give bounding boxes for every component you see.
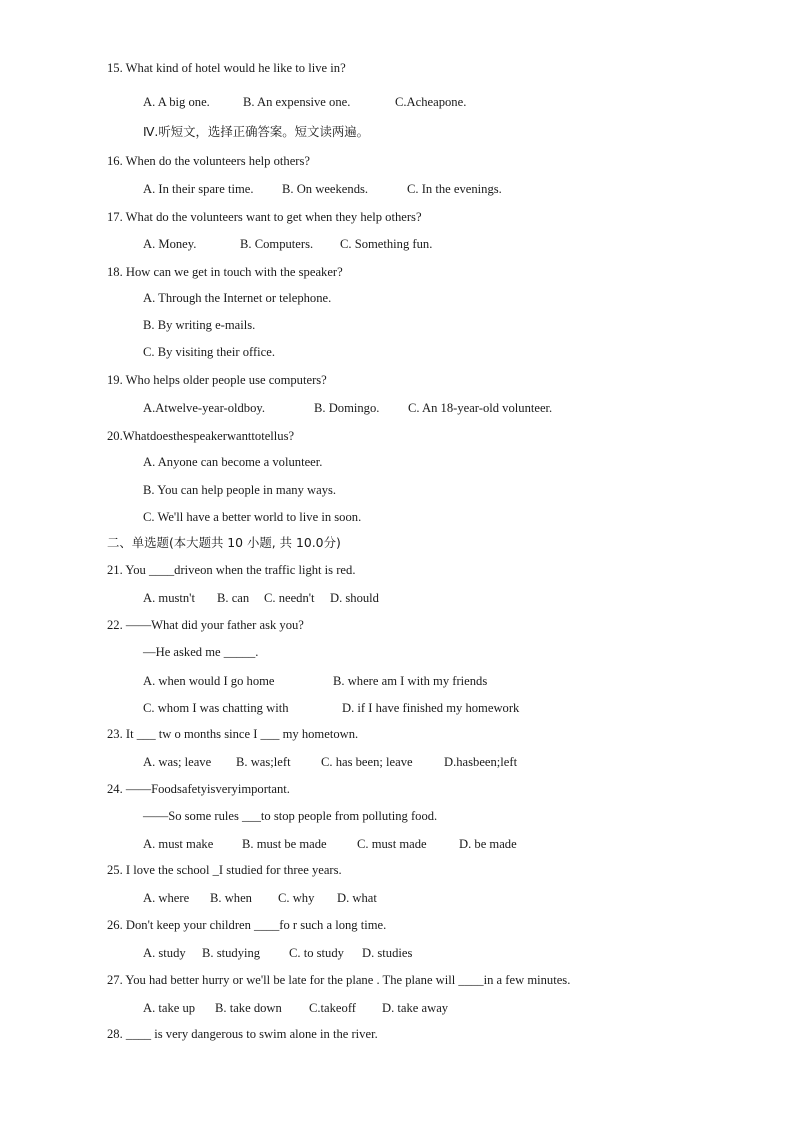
question-18-option-a: A. Through the Internet or telephone.	[143, 291, 332, 305]
question-17-stem: 17. What do the volunteers want to get when they help others?	[107, 210, 422, 224]
option-b: B. when	[210, 891, 252, 905]
question-21-stem: 21. You ____driveon when the traffic light is red.	[107, 563, 356, 577]
option-b: B. can	[217, 591, 250, 605]
option-a: A. when would I go home	[143, 674, 275, 688]
option-a: A. where	[143, 891, 190, 905]
option-b: B. take down	[215, 1001, 282, 1015]
option-a: A. take up	[143, 1001, 196, 1015]
question-18-stem: 18. How can we get in touch with the speaker?	[107, 265, 343, 279]
question-16-stem: 16. When do the volunteers help others?	[107, 154, 310, 168]
option-c: C. to study	[289, 946, 344, 960]
option-c: C. An 18-year-old volunteer.	[408, 401, 553, 415]
option-c: C. why	[278, 891, 315, 905]
option-d: D. if I have finished my homework	[342, 701, 520, 715]
question-22-line-2: —He asked me _____.	[143, 645, 259, 659]
option-b: B. Computers.	[240, 237, 314, 251]
question-15-stem: 15. What kind of hotel would he like to live in?	[107, 61, 346, 75]
option-c: C. needn't	[264, 591, 315, 605]
option-a: A. study	[143, 946, 186, 960]
option-c: C. must made	[357, 837, 427, 851]
question-18-option-c: C. By visiting their office.	[143, 345, 275, 359]
question-23-stem: 23. It ___ tw o months since I ___ my hometown.	[107, 727, 359, 741]
option-b: B. where am I with my friends	[333, 674, 488, 688]
option-a: A. In their spare time.	[143, 182, 254, 196]
question-24-stem: 24. ——Foodsafetyisveryimportant.	[107, 782, 290, 796]
option-b: B. studying	[202, 946, 261, 960]
option-c: C. In the evenings.	[407, 182, 502, 196]
question-20-option-b: B. You can help people in many ways.	[143, 483, 337, 497]
option-a: A. Money.	[143, 237, 197, 251]
option-c: C. has been; leave	[321, 755, 413, 769]
option-b: B. An expensive one.	[243, 95, 351, 109]
option-c: C.Acheapone.	[395, 95, 467, 109]
question-25-stem: 25. I love the school _I studied for three years.	[107, 863, 342, 877]
option-c: C.takeoff	[309, 1001, 356, 1015]
question-20-option-a: A. Anyone can become a volunteer.	[143, 455, 323, 469]
option-a: A. A big one.	[143, 95, 210, 109]
question-20-option-c: C. We'll have a better world to live in soon.	[143, 510, 362, 524]
option-b: B. must be made	[242, 837, 327, 851]
question-19-stem: 19. Who helps older people use computers?	[107, 373, 327, 387]
option-d: D. what	[337, 891, 377, 905]
section-2-heading: 二、单选题(本大题共 10 小题, 共 10.0分)	[107, 535, 341, 550]
question-27-stem: 27. You had better hurry or we'll be late for the plane . The plane will ____in a few minutes.	[107, 973, 571, 987]
question-18-option-b: B. By writing e-mails.	[143, 318, 256, 332]
option-a: A. must make	[143, 837, 214, 851]
option-b: B. On weekends.	[282, 182, 369, 196]
option-d: D. should	[330, 591, 379, 605]
option-a: A. mustn't	[143, 591, 195, 605]
listening-part-heading: Ⅳ.听短文，选择正确答案。短文读两遍。	[143, 124, 370, 139]
question-20-stem: 20.Whatdoesthespeakerwanttotellus?	[107, 429, 295, 443]
option-c: C. whom I was chatting with	[143, 701, 289, 715]
option-d: D. take away	[382, 1001, 449, 1015]
option-d: D.hasbeen;left	[444, 755, 518, 769]
option-d: D. studies	[362, 946, 413, 960]
option-a: A. was; leave	[143, 755, 212, 769]
question-26-stem: 26. Don't keep your children ____fo r such a long time.	[107, 918, 387, 932]
option-a: A.Atwelve-year-oldboy.	[143, 401, 266, 415]
question-24-line-2: ——So some rules ___to stop people from polluting food.	[143, 809, 438, 823]
option-b: B. Domingo.	[314, 401, 380, 415]
option-d: D. be made	[459, 837, 517, 851]
question-22-stem: 22. ——What did your father ask you?	[107, 618, 304, 632]
option-b: B. was;left	[236, 755, 291, 769]
option-c: C. Something fun.	[340, 237, 433, 251]
question-28-stem: 28. ____ is very dangerous to swim alone in the river.	[107, 1027, 378, 1041]
